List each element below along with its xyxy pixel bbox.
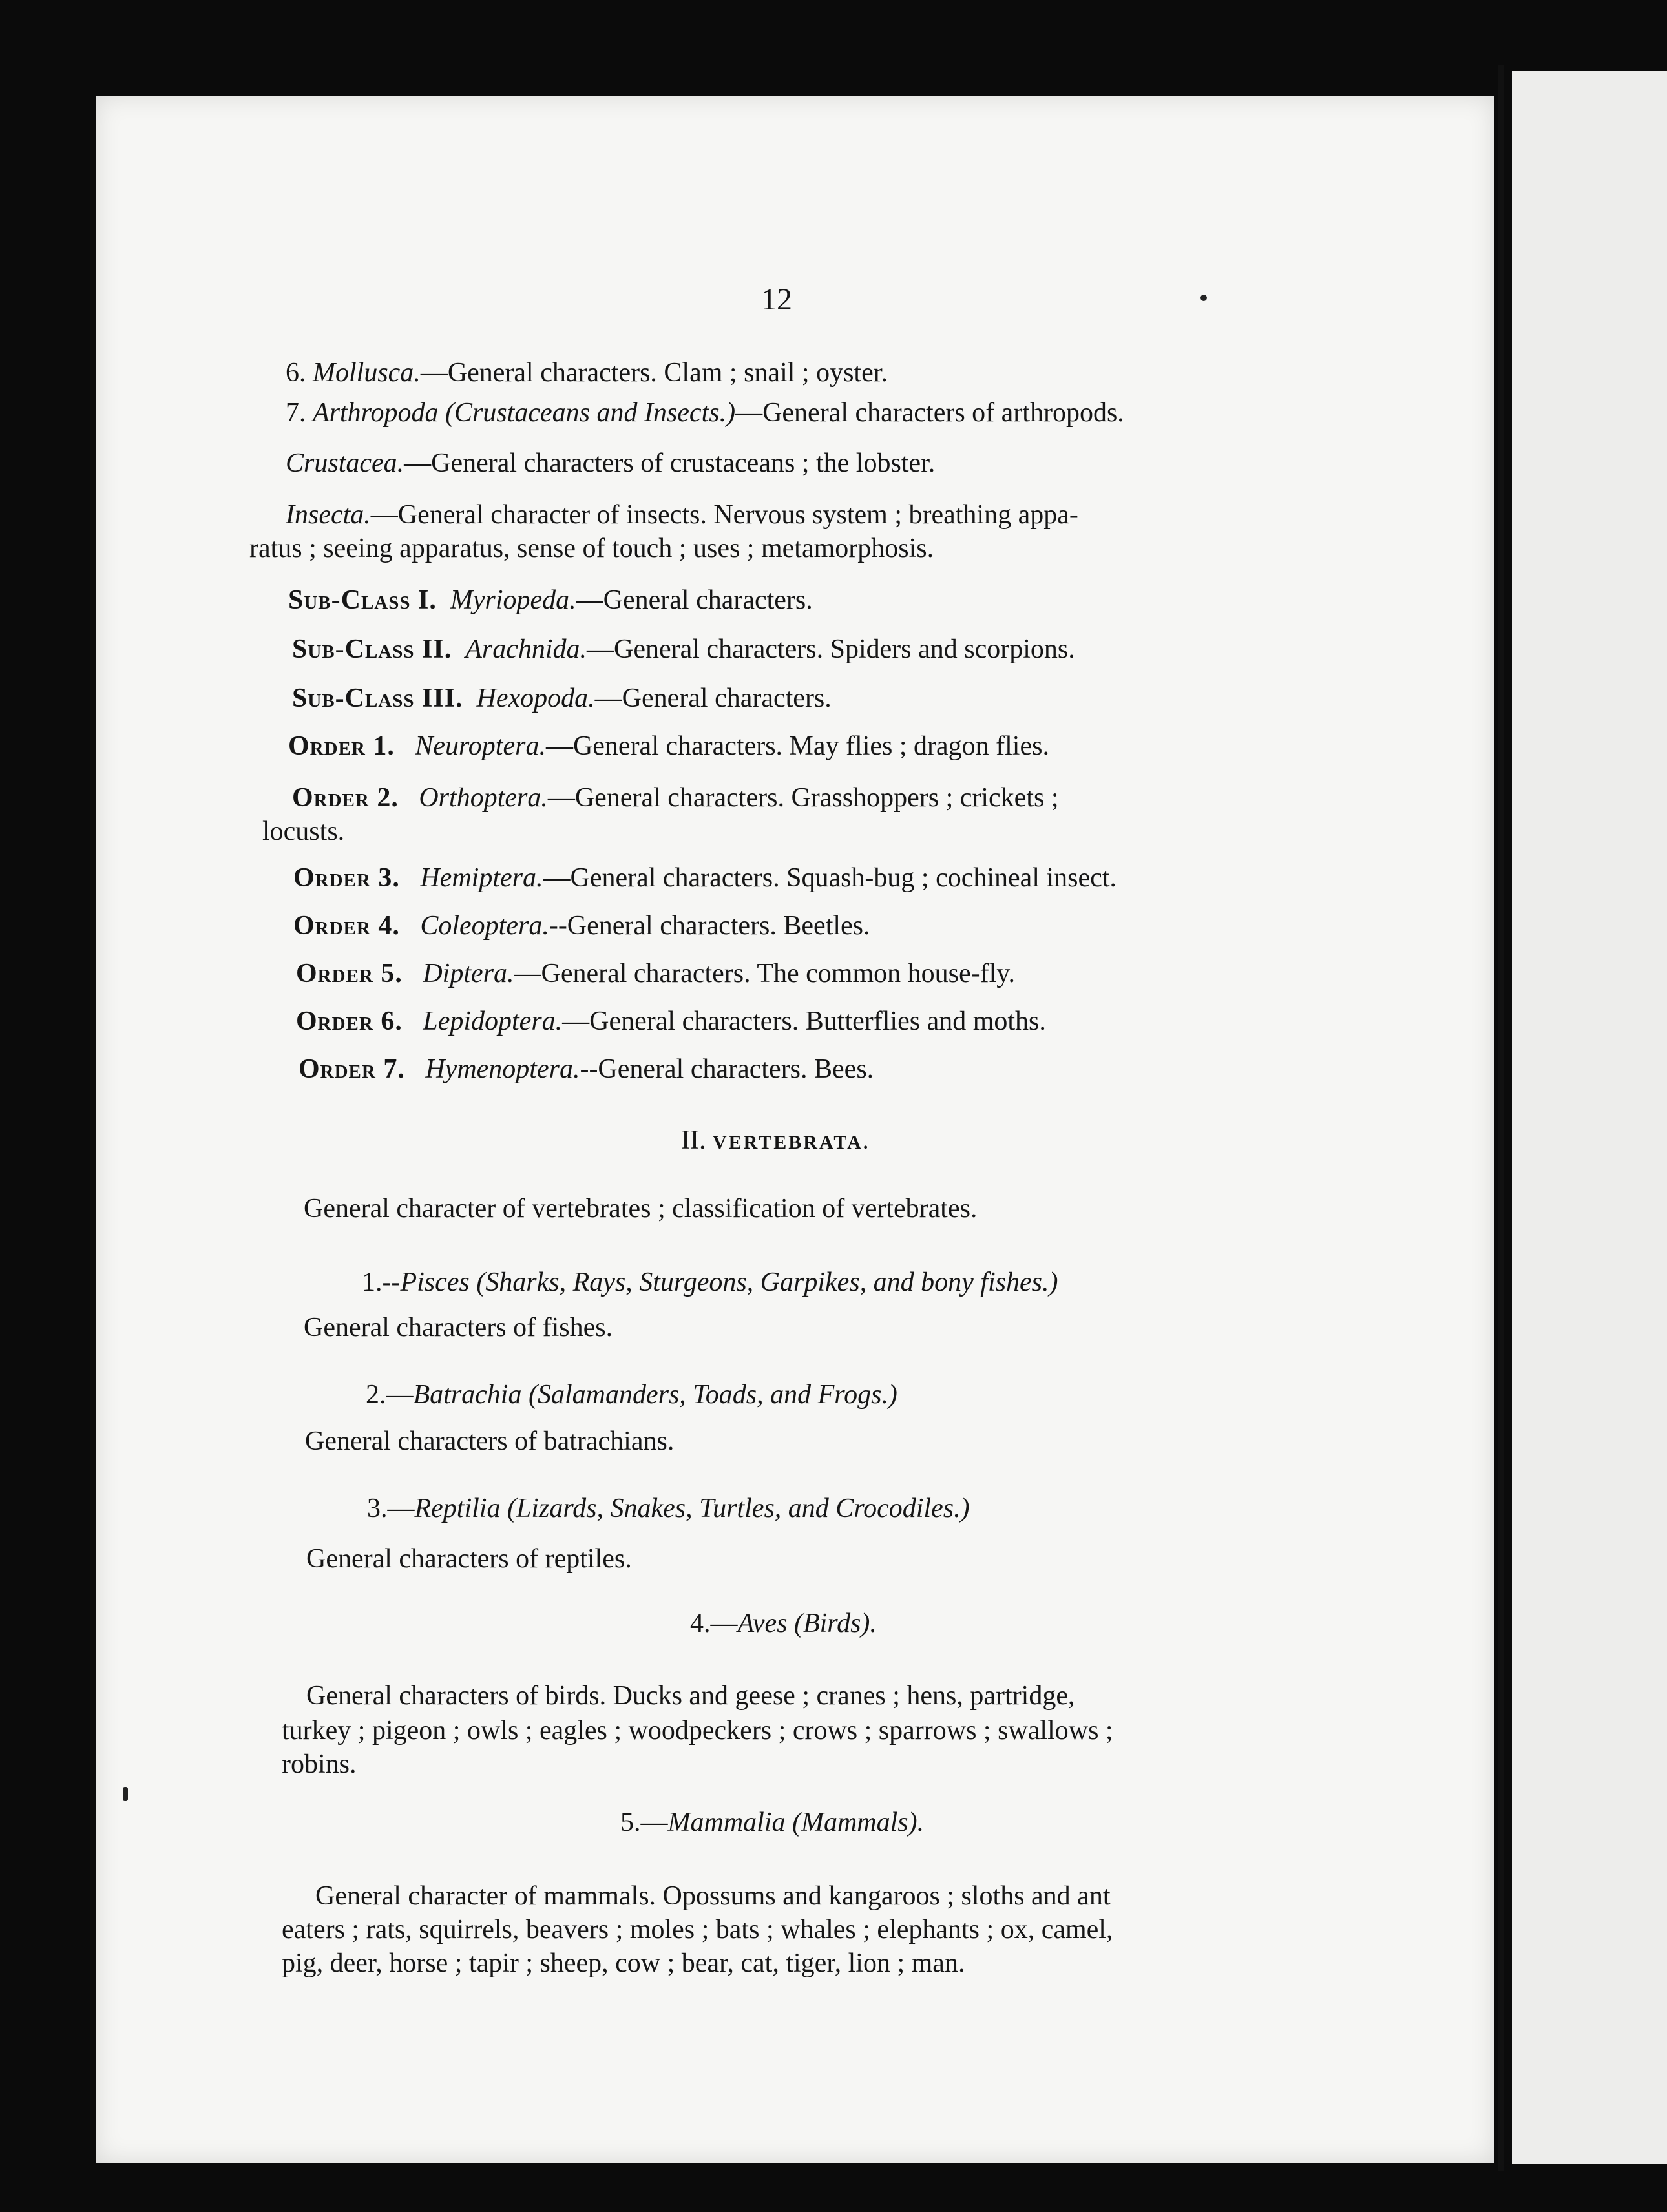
rank-label: Sub-Class II. <box>292 634 452 664</box>
description: —General characters. Squash-bug ; cochineal insect. <box>543 863 1117 893</box>
taxon-name: Hemiptera. <box>420 863 543 893</box>
taxon-examples: (Sharks, Rays, Sturgeons, Garpikes, and bony fishes.) <box>476 1268 1058 1297</box>
facing-page-edge <box>1512 71 1667 2164</box>
line-order-2-continued: locusts. <box>262 817 345 846</box>
description: --General characters. Bees. <box>580 1054 874 1084</box>
description: —General characters. The common house-fly. <box>514 959 1016 988</box>
line-order-6 <box>296 1008 1046 1035</box>
mammalia-text-line-1: General character of mammals. Opossums and kangaroos ; sloths and ant <box>315 1881 1111 1911</box>
taxon-name: Diptera. <box>423 959 514 988</box>
pisces-text: General characters of fishes. <box>304 1313 613 1342</box>
description: —General characters. Butterflies and moths. <box>562 1007 1046 1036</box>
taxon-name: Lepidoptera. <box>423 1007 563 1036</box>
section-number: II. <box>681 1125 706 1155</box>
heading-batrachia <box>366 1381 897 1408</box>
taxon-name: Myriopeda. <box>450 585 576 615</box>
description: —General characters. <box>576 585 813 615</box>
mammalia-text-line-2: eaters ; rats, squirrels, beavers ; moles ; bats ; whales ; elephants ; ox, camel, <box>282 1915 1113 1945</box>
rank-label: Sub-Class III. <box>292 683 463 713</box>
taxon-examples: (Crustaceans and Insects.) <box>445 398 736 428</box>
description: —General characters. Spiders and scorpions. <box>587 634 1075 664</box>
rank-label: Order 3. <box>293 863 400 893</box>
taxon-examples: (Mammals). <box>792 1808 925 1837</box>
rank-label: Order 1. <box>288 731 395 761</box>
description: —General characters. Grasshoppers ; crickets ; <box>547 783 1059 813</box>
taxon-name: Crustacea. <box>286 448 404 478</box>
line-subclass-3 <box>292 685 832 712</box>
taxon-name: Mollusca. <box>313 358 421 388</box>
line-arthropoda <box>286 399 1124 426</box>
taxon-name: Pisces <box>400 1268 470 1297</box>
taxon-name: Arachnida. <box>465 634 587 664</box>
page-number: 12 <box>761 282 792 317</box>
line-order-2 <box>292 784 1059 811</box>
taxon-name: Hymenoptera. <box>425 1054 580 1084</box>
item-number: 3.— <box>367 1494 415 1523</box>
aves-text-line-3: robins. <box>282 1749 357 1779</box>
taxon-name: Coleoptera. <box>420 911 549 941</box>
taxon-examples: (Birds). <box>793 1609 877 1638</box>
heading-pisces <box>362 1269 1058 1296</box>
description: —General characters. May flies ; dragon flies. <box>545 731 1049 761</box>
line-insecta-continued: ratus ; seeing apparatus, sense of touch ; uses ; metamorphosis. <box>249 534 934 563</box>
rank-label: Order 7. <box>299 1054 405 1084</box>
aves-text-line-1: General characters of birds. Ducks and geese ; cranes ; hens, partridge, <box>306 1681 1075 1711</box>
taxon-name: Neuroptera. <box>415 731 546 761</box>
item-number: 5.— <box>620 1808 668 1837</box>
section-title: VERTEBRATA. <box>712 1132 870 1153</box>
item-number: 2.— <box>366 1380 414 1410</box>
batrachia-text: General characters of batrachians. <box>305 1426 675 1456</box>
rank-label: Order 5. <box>296 959 403 988</box>
taxon-examples: (Lizards, Snakes, Turtles, and Crocodiles.) <box>507 1494 970 1523</box>
description: —General characters of crustaceans ; the lobster. <box>404 448 936 478</box>
line-order-7 <box>299 1056 874 1083</box>
taxon-name: Hexopoda. <box>476 683 595 713</box>
taxon-name: Reptilia <box>414 1494 501 1523</box>
line-order-5 <box>296 960 1015 987</box>
scan-speck <box>123 1787 128 1801</box>
taxon-name: Insecta. <box>286 500 371 530</box>
taxon-name: Mammalia <box>667 1808 786 1837</box>
aves-text-line-2: turkey ; pigeon ; owls ; eagles ; woodpeckers ; crows ; sparrows ; swallows ; <box>282 1716 1113 1746</box>
description: —General characters. Clam ; snail ; oyster. <box>420 358 888 388</box>
page-gutter <box>1498 65 1504 2171</box>
rank-label: Order 4. <box>293 911 400 941</box>
vertebrata-intro: General character of vertebrates ; classification of vertebrates. <box>304 1194 978 1224</box>
line-order-4 <box>293 912 870 939</box>
taxon-name: Orthoptera. <box>419 783 548 813</box>
mammalia-text-line-3: pig, deer, horse ; tapir ; sheep, cow ; bear, cat, tiger, lion ; man. <box>282 1948 965 1978</box>
heading-aves <box>690 1610 877 1637</box>
item-number: 1.-- <box>362 1268 401 1297</box>
line-insecta <box>286 501 1078 528</box>
taxon-name: Arthropoda <box>313 398 439 428</box>
rank-label: Order 2. <box>292 783 399 813</box>
reptilia-text: General characters of reptiles. <box>306 1544 632 1574</box>
rank-label: Order 6. <box>296 1007 403 1036</box>
heading-reptilia <box>367 1495 970 1522</box>
description: —General characters. <box>594 683 832 713</box>
rank-label: Sub-Class I. <box>288 585 437 615</box>
line-order-3 <box>293 864 1117 892</box>
item-number: 7. <box>286 398 306 428</box>
description: --General characters. Beetles. <box>549 911 870 941</box>
description: —General character of insects. Nervous system ; breathing appa- <box>370 500 1078 530</box>
item-number: 6. <box>286 358 306 388</box>
line-crustacea <box>286 450 935 477</box>
line-mollusca <box>286 359 888 386</box>
line-subclass-1 <box>288 587 813 614</box>
section-heading-vertebrata <box>681 1127 870 1154</box>
taxon-name: Aves <box>737 1609 788 1638</box>
scan-speck <box>1200 295 1207 301</box>
item-number: 4.— <box>690 1609 738 1638</box>
heading-mammalia <box>620 1809 924 1836</box>
taxon-examples: (Salamanders, Toads, and Frogs.) <box>528 1380 897 1410</box>
line-order-1 <box>288 733 1049 760</box>
description: —General characters of arthropods. <box>735 398 1124 428</box>
line-subclass-2 <box>292 636 1075 663</box>
document-page <box>96 96 1494 2163</box>
taxon-name: Batrachia <box>413 1380 522 1410</box>
